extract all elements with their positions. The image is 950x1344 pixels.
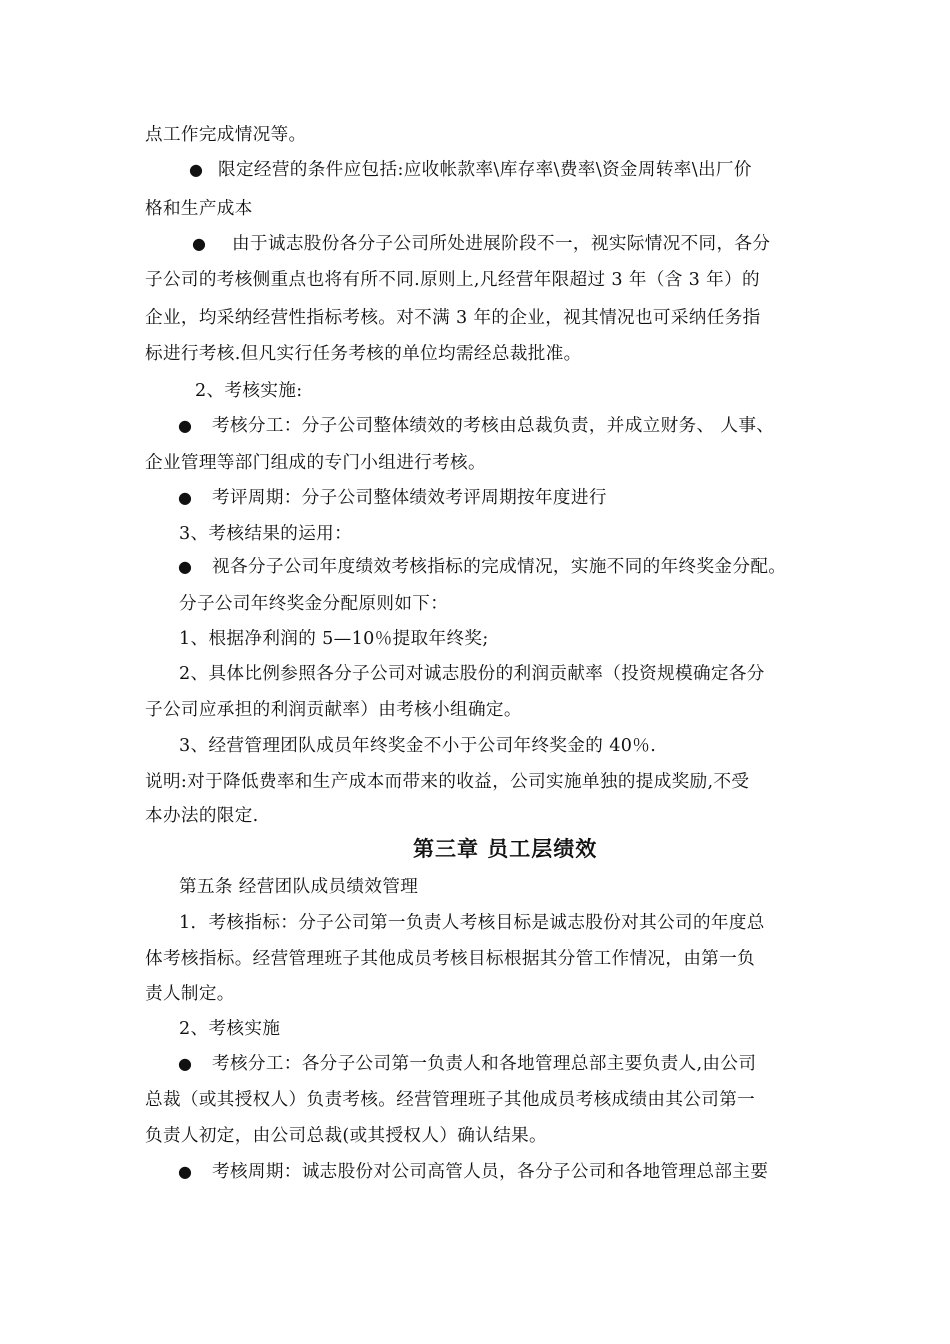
text-line: 本办法的限定. bbox=[145, 806, 259, 826]
text-line: 3、经营管理团队成员年终奖金不小于公司年终奖金的 40％. bbox=[179, 736, 657, 756]
section-heading: 2、考核实施 bbox=[179, 1019, 281, 1039]
text-line: 由于诚志股份各分子公司所处进展阶段不一，视实际情况不同，各分 bbox=[232, 234, 771, 254]
text-line: 考核分工：各分子公司第一负责人和各地管理总部主要负责人,由公司 bbox=[212, 1054, 757, 1074]
text-line: 限定经营的条件应包括:应收帐款率\库存率\费率\资金周转率\出厂价 bbox=[218, 160, 752, 180]
bullet-icon: ● bbox=[178, 488, 192, 507]
text-line: 责人制定。 bbox=[145, 984, 235, 1004]
chapter-heading: 第三章 员工层绩效 bbox=[413, 836, 598, 861]
text-line: 负责人初定，由公司总裁(或其授权人）确认结果。 bbox=[145, 1126, 547, 1146]
text-line: 分子公司年终奖金分配原则如下： bbox=[179, 594, 449, 614]
text-line: 1、根据净利润的 5—10％提取年终奖; bbox=[179, 629, 489, 649]
text-line: 企业管理等部门组成的专门小组进行考核。 bbox=[145, 453, 486, 473]
text-line: 点工作完成情况等。 bbox=[145, 125, 307, 145]
text-line: 考评周期：分子公司整体绩效考评周期按年度进行 bbox=[212, 488, 607, 508]
text-line: 体考核指标。经营管理班子其他成员考核目标根据其分管工作情况，由第一负 bbox=[145, 949, 756, 969]
text-line: 标进行考核.但凡实行任务考核的单位均需经总裁批准。 bbox=[145, 344, 582, 364]
article-heading: 第五条 经营团队成员绩效管理 bbox=[179, 877, 419, 897]
bullet-icon: ● bbox=[178, 1162, 192, 1181]
text-line: 格和生产成本 bbox=[145, 199, 253, 219]
text-line: 总裁（或其授权人）负责考核。经营管理班子其他成员考核成绩由其公司第一 bbox=[145, 1090, 756, 1110]
text-line: 说明:对于降低费率和生产成本而带来的收益，公司实施单独的提成奖励,不受 bbox=[145, 772, 750, 792]
bullet-icon: ● bbox=[192, 234, 206, 253]
section-heading: 2、考核实施: bbox=[195, 381, 303, 401]
section-heading: 3、考核结果的运用： bbox=[179, 524, 353, 544]
text-line: 考核周期：诚志股份对公司高管人员，各分子公司和各地管理总部主要 bbox=[212, 1162, 769, 1182]
text-line: 子公司应承担的利润贡献率）由考核小组确定。 bbox=[145, 700, 522, 720]
bullet-icon: ● bbox=[178, 557, 192, 576]
text-line: 1．考核指标：分子公司第一负责人考核目标是诚志股份对其公司的年度总 bbox=[179, 913, 765, 933]
bullet-icon: ● bbox=[189, 160, 203, 179]
text-line: 2、具体比例参照各分子公司对诚志股份的利润贡献率（投资规模确定各分 bbox=[179, 664, 765, 684]
bullet-icon: ● bbox=[178, 416, 192, 435]
text-line: 视各分子公司年度绩效考核指标的完成情况，实施不同的年终奖金分配。 bbox=[212, 557, 787, 577]
text-line: 企业，均采纳经营性指标考核。对不满 3 年的企业，视其情况也可采纳任务指 bbox=[145, 308, 761, 328]
bullet-icon: ● bbox=[178, 1054, 192, 1073]
text-line: 考核分工：分子公司整体绩效的考核由总裁负责，并成立财务、 人事、 bbox=[212, 416, 775, 436]
text-line: 子公司的考核侧重点也将有所不同.原则上,凡经营年限超过 3 年（含 3 年）的 bbox=[145, 270, 761, 290]
